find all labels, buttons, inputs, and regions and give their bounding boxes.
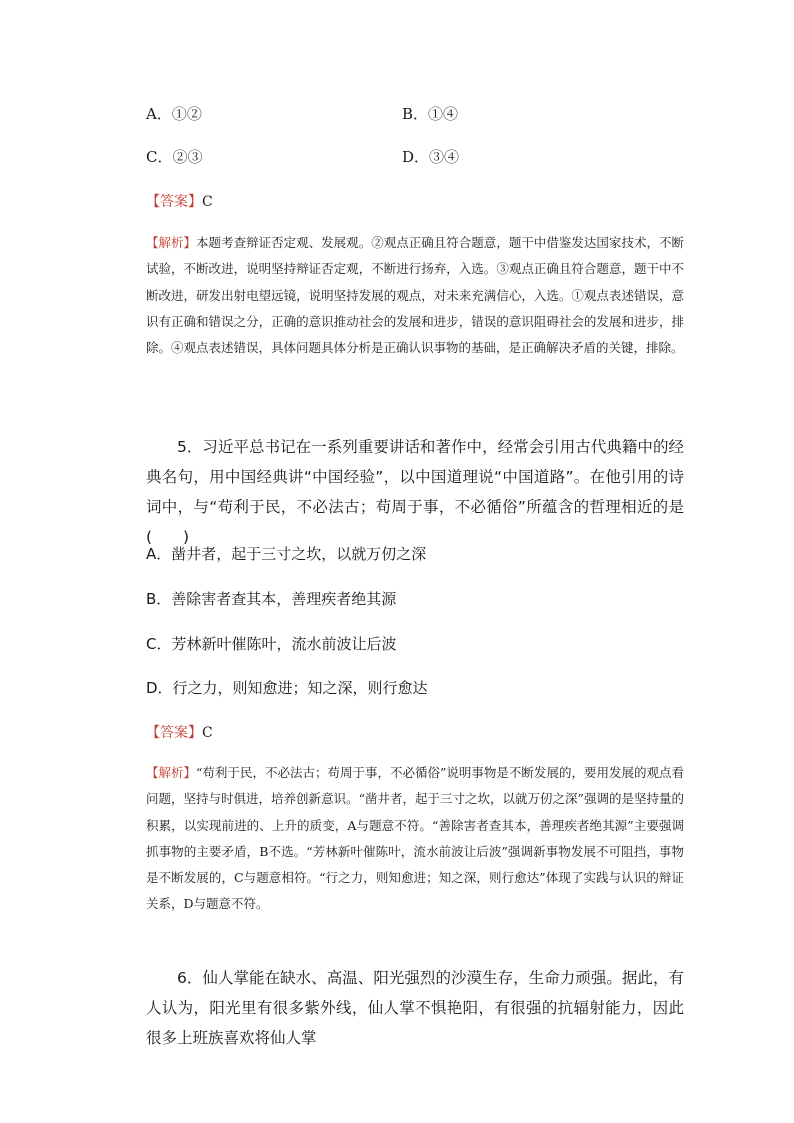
- q5-option-c: C．芳林新叶催陈叶，流水前波让后波: [146, 635, 397, 653]
- answer-value: C: [202, 725, 213, 741]
- analysis-1: [146, 230, 684, 361]
- answer-tag: 【答案】: [146, 725, 202, 741]
- q5-option-a: A．凿井者，起于三寸之坎，以就万仞之深: [146, 545, 427, 563]
- question-6: 6．仙人掌能在缺水、高温、阳光强烈的沙漠生存，生命力顽强。据此，有人认为，阳光里有很多紫外线，仙人掌不惧艳阳，有很强的抗辐射能力，因此很多上班族喜欢将仙人掌: [146, 969, 684, 1047]
- answer-value: C: [202, 194, 213, 210]
- analysis-text: 本题考查辩证否定观、发展观。②观点正确且符合题意，题干中借鉴发达国家技术，不断试验，不断改进，说明坚持辩证否定观，不断进行扬弃，入选。③观点正确且符合题意，题干中不断改进，研发出射电望远镜，说明坚持发展的观点，对未来充满信心，入选。①观点表述错误，意识有正确和错误之分，正确的意识推动社会的发展和进步，错误的意识阻碍社会的发展和进步，排除。④观点表述错误，具体问题具体分析是正确认识事物的基础，是正确解决矛盾的关键，排除。: [146, 235, 684, 356]
- option-d: D．③④: [402, 148, 460, 166]
- option-a: A．①②: [146, 105, 202, 123]
- option-b: B．①④: [402, 105, 459, 123]
- analysis-tag: 【解析】: [146, 235, 197, 250]
- answer-tag: 【答案】: [146, 194, 202, 210]
- q5-option-d: D．行之力，则知愈进；知之深，则行愈达: [146, 679, 428, 697]
- analysis-text: “苟利于民，不必法古；苟周于事，不必循俗”说明事物是不断发展的，要用发展的观点看问题，坚持与时俱进，培养创新意识。“凿井者，起于三寸之坎，以就万仞之深”强调的是坚持量的积累，以实现前进的、上升的质变，A与题意不符。“善除害者查其本，善理疾者绝其源”主要强调抓事物的主要矛盾，B不选。“芳林新叶催陈叶，流水前波让后波”强调新事物发展不可阻挡，事物是不断发展的，C与题意相符。“行之力，则知愈进；知之深，则行愈达”体现了实践与认识的辩证关系，D与题意不符。: [146, 765, 684, 912]
- answer-line-1: [146, 191, 213, 211]
- question-5: 5．习近平总书记在一系列重要讲话和著作中，经常会引用古代典籍中的经典名句，用中国经典讲“中国经验”，以中国道理说“中国道路”。在他引用的诗词中，与“苟利于民，不必法古；苟周于事，不必循俗”所蕴含的哲理相近的是( ): [146, 438, 684, 546]
- answer-line-2: [146, 722, 213, 742]
- analysis-tag: 【解析】: [146, 765, 197, 780]
- q5-option-b: B．善除害者查其本，善理疾者绝其源: [146, 590, 397, 608]
- option-c: C．②③: [146, 148, 203, 166]
- analysis-2: [146, 760, 684, 918]
